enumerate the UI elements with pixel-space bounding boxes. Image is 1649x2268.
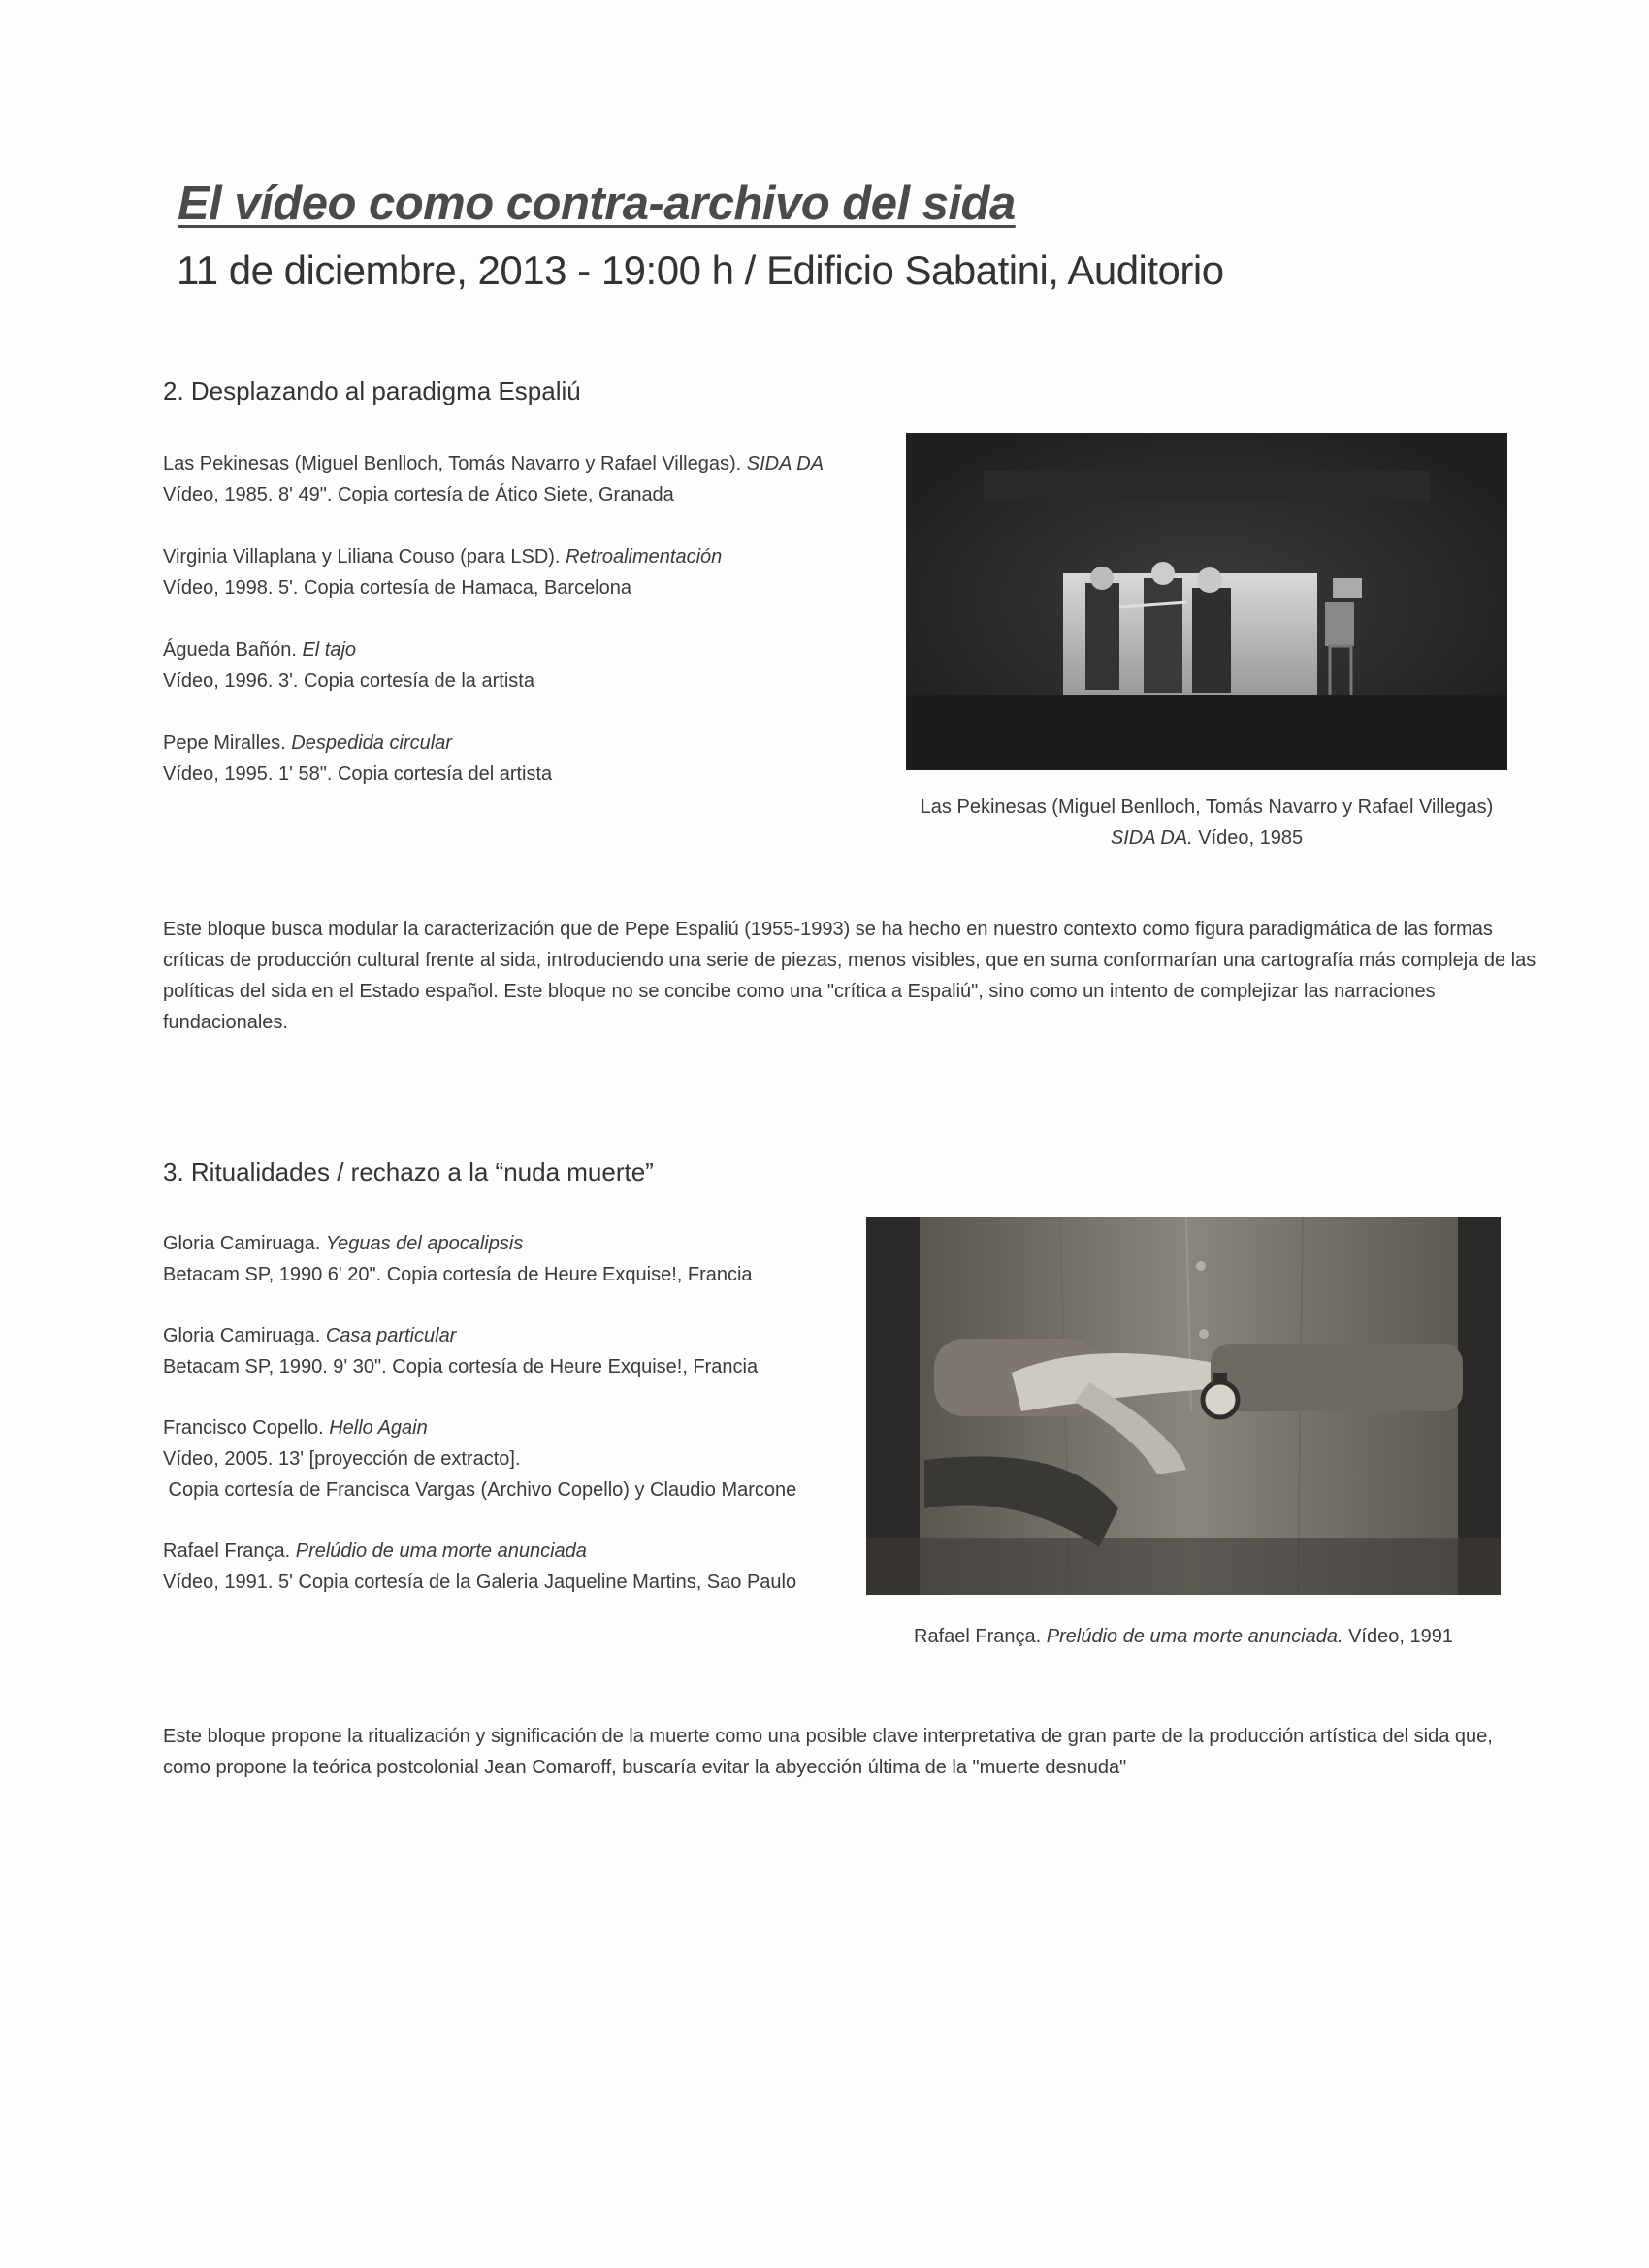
caption-prefix: Rafael França. — [914, 1626, 1047, 1647]
work-author: Pepe Miralles. — [163, 732, 292, 754]
section-heading-2: 2. Desplazando al paradigma Espaliú — [163, 376, 581, 405]
page-title: El vídeo como contra-archivo del sida — [178, 178, 1016, 230]
caption-rest: Vídeo, 1985 — [1192, 827, 1304, 849]
caption-title: SIDA DA. — [1110, 827, 1193, 849]
work-details: Vídeo, 2005. 13' [proyección de extracto]. — [163, 1448, 521, 1470]
work-title: Yeguas del apocalipsis — [325, 1233, 524, 1254]
work-item — [163, 634, 824, 697]
photo-sida-da — [906, 433, 1507, 770]
section-heading-3: 3. Ritualidades / rechazo a la “nuda muerte” — [163, 1157, 654, 1186]
section-2-description: Este bloque busca modular la caracterización que de Pepe Espaliú (1955-1993) se ha hecho en nuestro contexto como figura paradigmática de las formas críticas de producción cultural frente al sida, introduciendo una serie de piezas, menos visibles, que en suma conformarían una cartografía más compleja de las políticas del sida en el Estado español. Este bloque no se concibe como una "crítica a Espaliú", sino como un intento de complejizar las narraciones fundacionales. — [163, 919, 1536, 1033]
caption-rest: Vídeo, 1991 — [1342, 1626, 1453, 1647]
caption-line-1: Las Pekinesas (Miguel Benlloch, Tomás Navarro y Rafael Villegas) — [920, 796, 1494, 818]
work-item — [163, 1228, 796, 1290]
work-author: Gloria Camiruaga. — [163, 1325, 326, 1346]
work-item — [163, 1412, 796, 1506]
work-author: Virginia Villaplana y Liliana Couso (para LSD). — [163, 546, 566, 567]
hands-wristwatch-image — [866, 1217, 1501, 1595]
work-author: Gloria Camiruaga. — [163, 1233, 326, 1254]
work-author: Rafael França. — [163, 1540, 296, 1562]
work-title: El tajo — [302, 639, 357, 661]
work-details: Vídeo, 1995. 1' 58". Copia cortesía del artista — [163, 763, 553, 785]
section-2-works — [163, 448, 824, 790]
work-item — [163, 1320, 796, 1382]
stage-performance-image — [906, 433, 1507, 770]
work-details-credit: Copia cortesía de Francisca Vargas (Archivo Copello) y Claudio Marcone — [163, 1479, 797, 1501]
work-title: Retroalimentación — [566, 546, 723, 567]
work-title: Prelúdio de uma morte anunciada — [295, 1540, 587, 1562]
work-details: Betacam SP, 1990 6' 20". Copia cortesía de Heure Exquise!, Francia — [163, 1264, 753, 1285]
work-title: SIDA DA — [746, 453, 824, 474]
event-info: 11 de diciembre, 2013 - 19:00 h / Edificio Sabatini, Auditorio — [177, 247, 1224, 293]
work-title: Casa particular — [325, 1325, 457, 1346]
work-item — [163, 1536, 796, 1598]
section-3-description: Este bloque propone la ritualización y significación de la muerte como una posible clave interpretativa de gran parte de la producción artística del sida que, como propone la teórica postcolonial Jean Comaroff, buscaría evitar la abyección última de la "muerte desnuda" — [163, 1726, 1493, 1778]
work-details: Vídeo, 1991. 5' Copia cortesía de la Galeria Jaqueline Martins, Sao Paulo — [163, 1571, 797, 1593]
work-details: Vídeo, 1998. 5'. Copia cortesía de Hamaca, Barcelona — [163, 577, 631, 599]
work-item — [163, 541, 824, 603]
photo-caption-preludio — [863, 1621, 1504, 1652]
work-author: Las Pekinesas (Miguel Benlloch, Tomás Navarro y Rafael Villegas). — [163, 453, 747, 474]
work-details: Vídeo, 1996. 3'. Copia cortesía de la artista — [163, 670, 534, 692]
photo-caption-sida-da — [904, 792, 1509, 854]
work-author: Águeda Bañón. — [163, 639, 303, 661]
work-title: Hello Again — [329, 1417, 428, 1439]
work-details: Betacam SP, 1990. 9' 30". Copia cortesía de Heure Exquise!, Francia — [163, 1356, 759, 1377]
caption-title: Prelúdio de uma morte anunciada. — [1046, 1626, 1343, 1647]
section-3-works — [163, 1228, 796, 1598]
work-author: Francisco Copello. — [163, 1417, 330, 1439]
work-item — [163, 448, 824, 510]
work-title: Despedida circular — [291, 732, 452, 754]
work-details: Vídeo, 1985. 8' 49". Copia cortesía de Ático Siete, Granada — [163, 484, 674, 505]
work-item — [163, 728, 824, 790]
photo-preludio — [866, 1217, 1501, 1595]
